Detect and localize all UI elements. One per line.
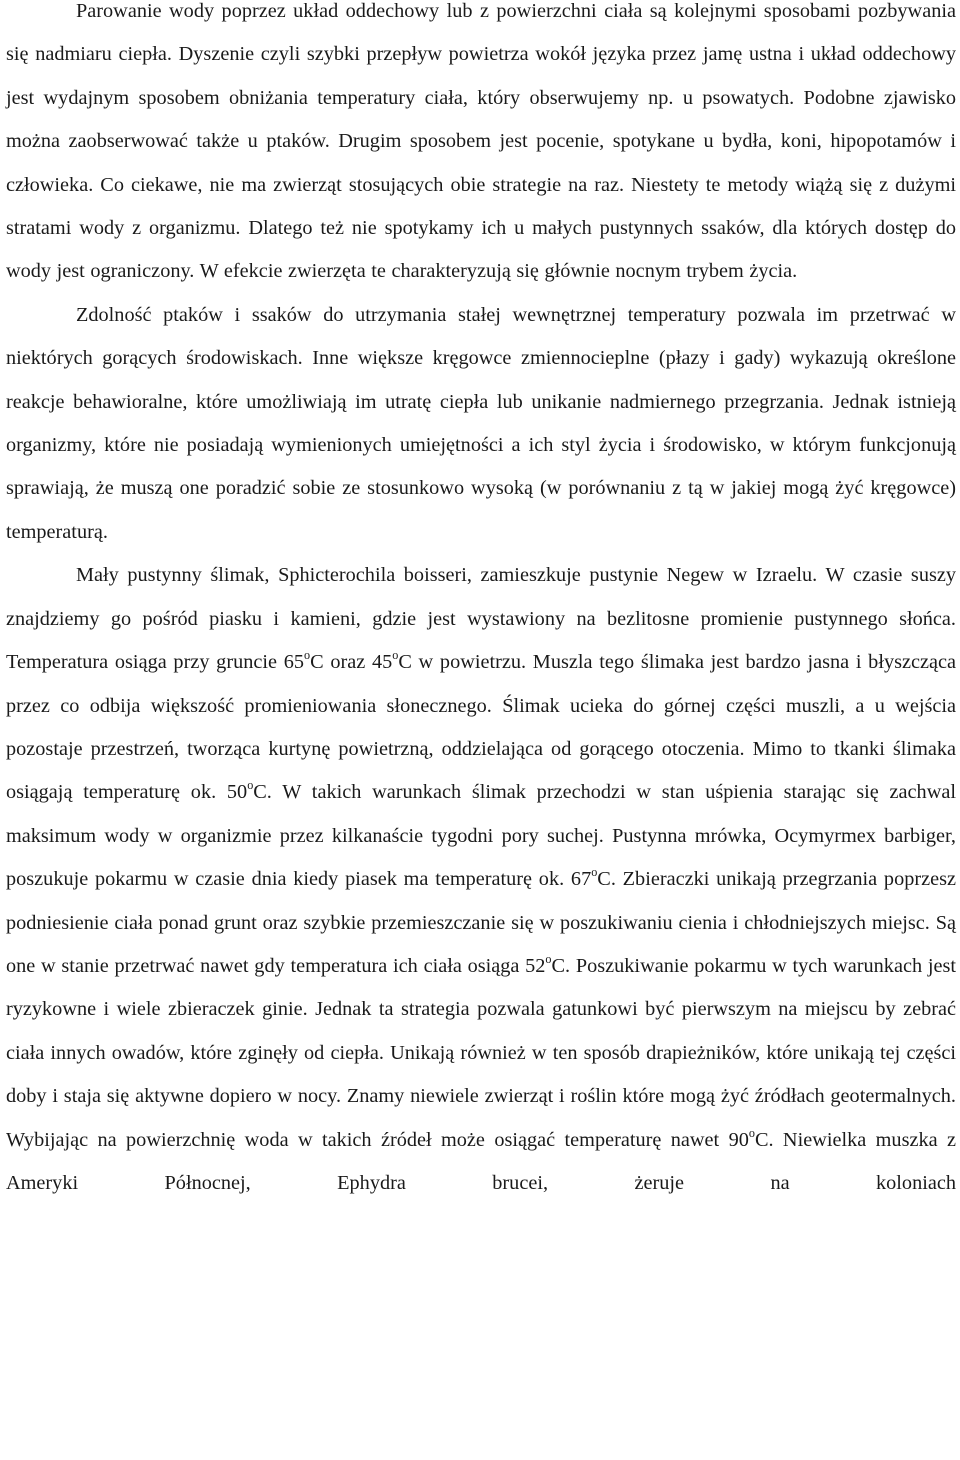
text-run: Zdolność ptaków i ssaków do utrzymania stałej wewnętrznej temperatury pozwala im przetrwać w niektórych gorących środowiskach. Inne większe kręgowce zmiennocieplne (płazy i gady) wykazują określone reakcje behawioralne, które umożliwiają im utratę ciepła lub unikanie nadmiernego przegrzania. Jednak istnieją organizmy, które nie posiadają wymienionych umiejętności a ich styl życia i środowisko, w którym funkcjonują sprawiają, że muszą one poradzić sobie ze stosunkowo wysoką (w porównaniu z tą w jakiej mogą żyć kręgowce) temperaturą. xyxy=(6,303,956,543)
paragraph-desert-organisms xyxy=(6,554,956,1205)
degree-superscript: o xyxy=(545,952,552,967)
degree-superscript: o xyxy=(748,1125,755,1140)
degree-superscript: o xyxy=(304,648,311,663)
text-run: C. Niewielka muszka z Ameryki Północnej, Ephydra brucei, żeruje na koloniach xyxy=(6,1128,956,1194)
paragraph-temperature-tolerance xyxy=(6,294,956,554)
text-run: C w powietrzu. Muszla tego ślimaka jest bardzo jasna i błyszcząca przez co odbija większość promieniowania słonecznego. Ślimak ucieka do górnej części muszli, a u wejścia pozostaje przestrzeń, tworząca kurtynę powietrzną, oddzielająca od gorącego otoczenia. Mimo to tkanki ślimaka osiągają temperaturę ok. 50 xyxy=(6,651,957,804)
text-run: Niestety te metody wiążą się z dużymi stratami wody z organizmu. Dlatego też nie spotykamy ich u małych pustynnych ssaków, dla których dostęp do wody jest ograniczony. W efekcie zwierzęta te charakteryzują się głównie nocnym trybem życia. xyxy=(6,173,956,283)
text-run: C. W takich warunkach ślimak przechodzi w stan uśpienia starając się zachwal maksimum wody w organizmie przez kilkanaście tygodni pory suchej. Pustynna mrówka, Ocymyrmex barbiger, poszukuje pokarmu w czasie dnia kiedy piasek ma temperaturę ok. 67 xyxy=(6,781,956,891)
text-run: Parowanie wody poprzez układ oddechowy lub z powierzchni ciała są kolejnymi sposobami pozbywania się nadmiaru ciepła. Dyszenie czyli szybki przepływ powietrza wokół języka przez jamę ustna i układ oddechowy jest wydajnym sposobem obniżania temperatury ciała, który obserwujemy np. u psowatych. xyxy=(6,0,956,109)
text-run: C. Poszukiwanie pokarmu w tych warunkach jest ryzykowne i wiele zbieraczek ginie. Jednak ta strategia pozwala gatunkowi być pierwszym na miejscu by zebrać ciała innych owadów, które zginęły od ciepła. Unikają również w ten sposób drapieżników, które unikają tej części doby i staja się aktywne dopiero w nocy. Znamy niewiele zwierząt i roślin które mogą żyć źródłach geotermalnych. Wybijając na powierzchnię woda w takich źródeł może osiągać temperaturę nawet 90 xyxy=(6,954,956,1151)
text-run: C oraz 45 xyxy=(310,651,393,674)
text-run: Podobne zjawisko można zaobserwować także u ptaków. Drugim sposobem jest pocenie, spotykane u bydła, koni, hipopotamów i człowieka. Co ciekawe, nie ma zwierząt stosujących obie strategie na raz. xyxy=(6,86,956,196)
degree-superscript: o xyxy=(392,648,399,663)
text-run: Mały pustynny ślimak, Sphicterochila boisseri, zamieszkuje pustynie Negew w Izraelu. W czasie suszy znajdziemy go pośród piasku i kamieni, gdzie jest wystawiony na bezlitosne promienie pustynnego słońca. Temperatura osiąga przy gruncie 65 xyxy=(6,564,956,674)
degree-superscript: o xyxy=(247,778,254,793)
paragraph-evaporation xyxy=(6,0,956,294)
degree-superscript: o xyxy=(591,865,598,880)
text-run: C. Zbieraczki unikają przegrzania poprzesz podniesienie ciała ponad grunt oraz szybkie przemieszczanie się w poszukiwaniu cienia i chłodniejszych miejsc. Są one w stanie przetrwać nawet gdy temperatura ich ciała osiąga 52 xyxy=(6,868,956,977)
